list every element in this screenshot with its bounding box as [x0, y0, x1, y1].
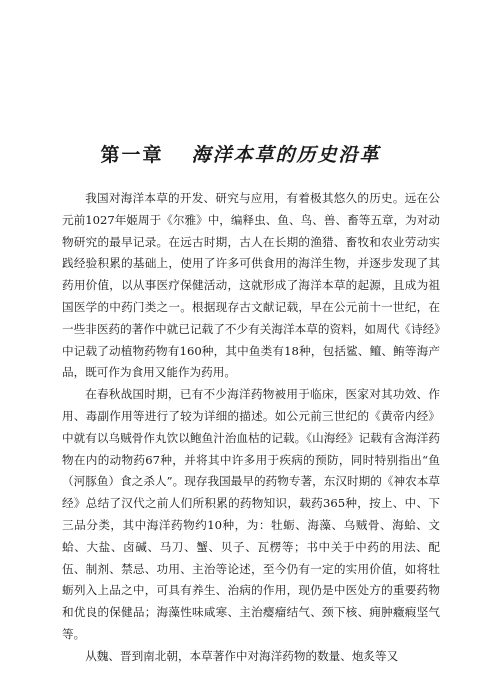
- paragraph-1: 我国对海洋本草的开发、研究与应用，有着极其悠久的历史。远在公元前1027年姬周于《尔雅》中，编释虫、鱼、鸟、兽、畜等五章，为对动物研究的最早记录。在远古时期，古人在长期的渔猎、畜牧和农业劳动实践经验积累的基础上，使用了许多可供食用的海洋生物，并逐步发现了其药用价值，以从事医疗保健活动，这就形成了海洋本草的起源，且成为祖国医学的中药门类之一。根据现存古文献记载，早在公元前十一世纪，在一些非医药的著作中就已记载了不少有关海洋本草的资料，如周代《诗经》中记载了动植物药物有160种，其中鱼类有18种，包括鲨、鳣、鲔等海产品，既可作为食用又能作为药用。: [62, 191, 440, 380]
- chapter-number: 第一章: [100, 144, 164, 166]
- chapter-title: 海洋本草的历史沿革: [191, 144, 381, 166]
- body-text: [62, 188, 440, 668]
- paragraph-2: 在春秋战国时期，已有不少海洋药物被用于临床，医家对其功效、作用、毒副作用等进行了较为详细的描述。如公元前三世纪的《黄帝内经》中就有以乌贼骨作丸饮以鲍鱼汁治血枯的记载。《山海经》记载有含海洋药物在内的动物药67种，并将其中许多用于疾病的预防，同时特别指出“鱼（河豚鱼）食之杀人”。现存我国最早的药物专著，东汉时期的《神农本草经》总结了汉代之前人们所积累的药物知识，载药365种，按上、中、下三品分类，其中海洋药物约10种，为：牡蛎、海藻、乌贼骨、海蛤、文蛤、大盐、卤碱、马刀、蟹、贝子、瓦楞等；书中关于中药的用法、配伍、制剂、禁忌、功用、主治等论述，至今仍有一定的实用价值，如将牡蛎列入上品之中，可具有养生、治病的作用，现仍是中医处方的重要药物和优良的保健品；海藻性味咸寒、主治瘿瘤结气、颈下核、痈肿癥瘕坚气等。: [62, 387, 440, 641]
- chapter-heading: [0, 140, 481, 167]
- paragraph-3: 从魏、晋到南北朝，本草著作中对海洋药物的数量、炮炙等又: [85, 648, 399, 663]
